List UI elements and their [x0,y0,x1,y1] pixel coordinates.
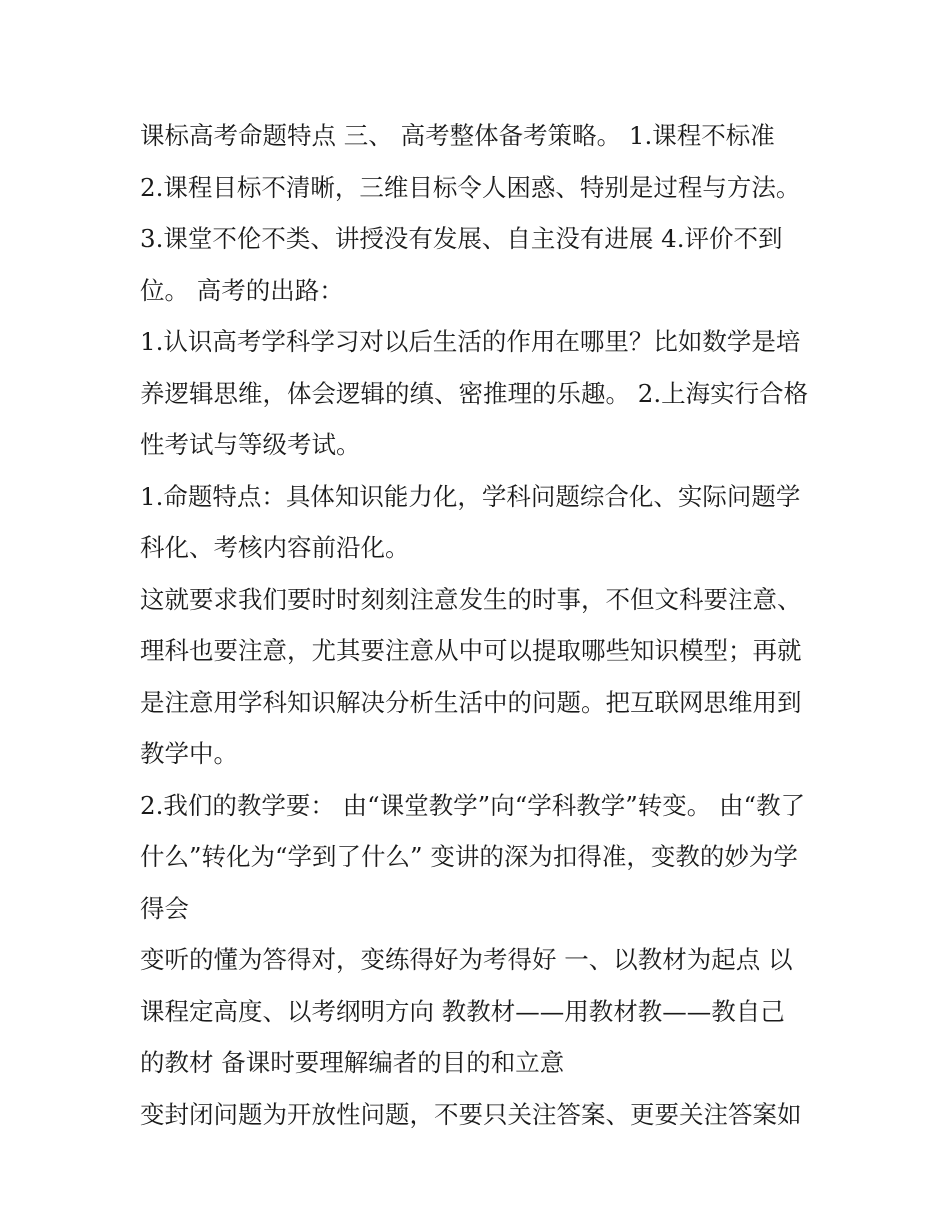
text-line: 养逻辑思维，体会逻辑的缜、密推理的乐趣。 2.上海实行合格 [140,378,809,408]
text-line: 1.认识高考学科学习对以后生活的作用在哪里？比如数学是培 [140,327,801,356]
text-line: 1.命题特点：具体知识能力化，学科问题综合化、实际问题学 [140,481,801,511]
text-line: 教学中。 [140,739,238,768]
text-line: 的教材 备课时要理解编者的目的和立意 [140,1048,565,1077]
text-line: 性考试与等级考试。 [140,430,361,459]
text-line: 2.课程目标不清晰，三维目标令人困惑、特别是过程与方法。 [140,172,801,202]
text-line: 位。 高考的出路： [140,275,344,305]
text-line: 得会 [140,893,189,923]
text-line: 科化、考核内容前沿化。 [140,533,410,562]
text-line: 课程定高度、以考纲明方向 教教材——用教材教——教自己 [140,996,785,1026]
text-line: 2.我们的教学要： 由“课堂教学”向“学科教学”转变。 由“教了 [140,790,806,820]
text-line: 课标高考命题特点 三、 高考整体备考策略。 1.课程不标准 [140,121,775,150]
text-line: 3.课堂不伦不类、讲授没有发展、自主没有进展 4.评价不到 [140,224,783,253]
text-line: 理科也要注意，尤其要注意从中可以提取哪些知识模型；再就 [140,636,802,665]
text-line: 什么”转化为“学到了什么” 变讲的深为扣得准，变教的妙为学 [140,842,798,871]
document-body [140,110,830,1140]
text-line: 这就要求我们要时时刻刻注意发生的时事，不但文科要注意、 [140,584,802,614]
text-line: 是注意用学科知识解决分析生活中的问题。把互联网思维用到 [140,687,802,717]
text-line: 变听的懂为答得对，变练得好为考得好 一、以教材为起点 以 [140,945,793,974]
text-line: 变封闭问题为开放性问题，不要只关注答案、更要关注答案如 [140,1099,802,1129]
